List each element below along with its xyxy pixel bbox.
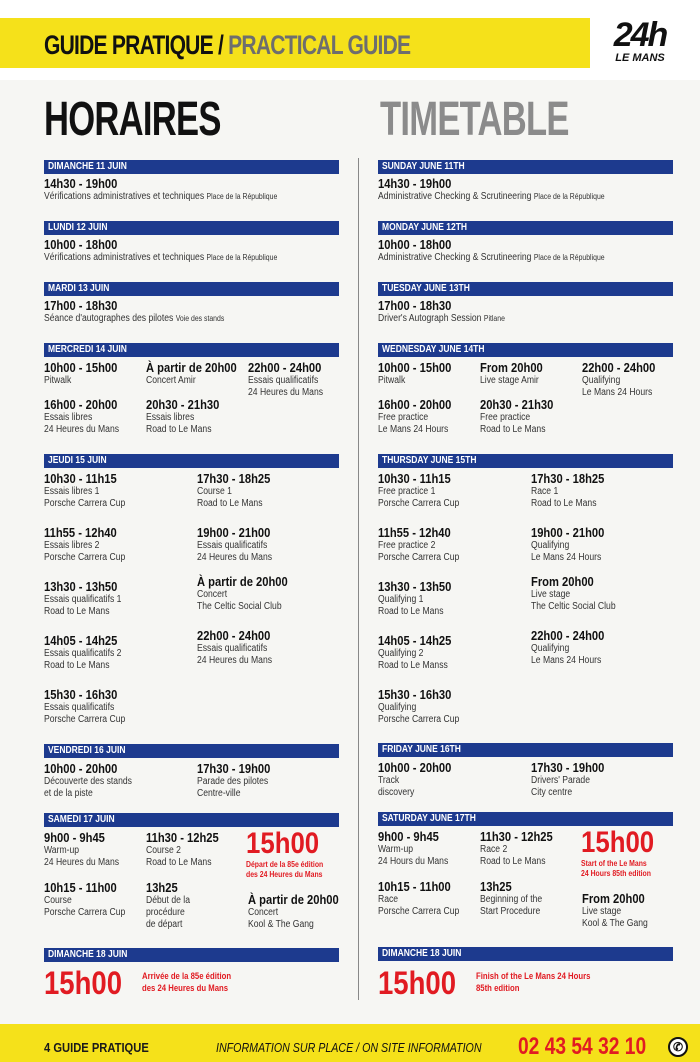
event (378, 525, 472, 564)
event (378, 471, 472, 510)
race-start-highlight (581, 827, 666, 879)
event-time: 22h00 - 24h00 (531, 628, 605, 643)
event-desc: Race 2 (480, 844, 508, 855)
event-desc: Driver's Autograph Session (378, 313, 482, 324)
day-header: SATURDAY JUNE 17TH (378, 812, 673, 826)
event-desc: Porsche Carrera Cup (378, 498, 460, 509)
event-time: 17h00 - 18h30 (44, 298, 118, 313)
event-desc: Qualifying (531, 643, 570, 654)
event-location: Place de la République (533, 253, 605, 262)
event-desc: Qualifying (378, 702, 417, 713)
event-desc: Essais libres (146, 412, 195, 423)
event-desc: Road to Le Mans (44, 660, 110, 671)
event-time: 17h30 - 19h00 (531, 760, 605, 775)
event (582, 360, 667, 399)
event-desc: Séance d'autographes des pilotes (44, 313, 174, 324)
event-desc: Live stage (531, 589, 571, 600)
event-desc: Road to Le Manss (378, 660, 448, 671)
event-desc: Pitwalk (44, 375, 72, 386)
phone-number[interactable]: 02 43 54 32 10 (518, 1033, 647, 1060)
event-desc: Road to Le Mans (146, 857, 212, 868)
event-desc: Porsche Carrera Cup (44, 714, 126, 725)
event-desc: Kool & The Gang (582, 918, 648, 929)
event-desc: Road to Le Mans (531, 498, 597, 509)
event (44, 830, 131, 869)
event (44, 579, 134, 618)
event-desc: 24 Heures du Mans (197, 552, 273, 563)
event-desc: Free practice 1 (378, 486, 436, 497)
event (44, 471, 138, 510)
event-desc: Live stage (582, 906, 622, 917)
event (44, 761, 146, 800)
event (197, 574, 303, 613)
event-desc: Free practice 2 (378, 540, 436, 551)
event (378, 687, 472, 726)
event-desc: procédure (146, 907, 185, 918)
event-time: À partir de 20h00 (248, 892, 339, 907)
event-time: 17h00 - 18h30 (378, 298, 452, 313)
event-desc: Le Mans 24 Hours (531, 655, 602, 666)
event-time: 14h30 - 19h00 (378, 176, 452, 191)
footer-info: INFORMATION SUR PLACE / ON SITE INFORMATION (216, 1040, 482, 1055)
event (531, 471, 616, 510)
event-time: 11h30 - 12h25 (480, 829, 553, 844)
event-desc: Porsche Carrera Cup (378, 714, 460, 725)
event-location: Place de la République (206, 192, 278, 201)
event (378, 397, 463, 436)
event-time: 19h00 - 21h00 (531, 525, 605, 540)
day-header: TUESDAY JUNE 13TH (378, 282, 673, 296)
event-time: 17h30 - 19h00 (197, 761, 271, 776)
event-time: 10h00 - 20h00 (378, 760, 452, 775)
event-time: 10h00 - 18h00 (378, 237, 452, 252)
event-time: 10h15 - 11h00 (44, 880, 117, 895)
event-desc: Course (44, 895, 72, 906)
event (378, 760, 463, 799)
event-desc: Track (378, 775, 400, 786)
event (378, 237, 641, 264)
day-header: MONDAY JUNE 12TH (378, 221, 673, 235)
event-time: 15h30 - 16h30 (378, 687, 452, 702)
event-desc: Essais qualificatifs (248, 375, 319, 386)
event-location: Place de la République (533, 192, 605, 201)
event-location: Voie des stands (175, 314, 225, 323)
event (248, 892, 354, 931)
event-desc: Road to Le Mans (197, 498, 263, 509)
event (146, 880, 197, 931)
event-time: 10h30 - 11h15 (44, 471, 117, 486)
event-desc: City centre (531, 787, 573, 798)
event-desc: Porsche Carrera Cup (378, 552, 460, 563)
event-time: 14h05 - 14h25 (44, 633, 118, 648)
event-time: 22h00 - 24h00 (248, 360, 322, 375)
event-time: 10h00 - 15h00 (44, 360, 118, 375)
event-desc: 24 Heures du Mans (248, 387, 324, 398)
event-desc: Road to Le Mans (480, 424, 546, 435)
event (480, 829, 565, 868)
race-start-time: 15h00 (581, 826, 655, 859)
event-desc: 24 Heures du Mans (44, 857, 120, 868)
event (44, 397, 131, 436)
event-desc: Concert Amir (146, 375, 196, 386)
race-finish-desc: Finish of the Le Mans 24 Hours 85th edition (476, 971, 591, 993)
event-time: 10h00 - 18h00 (44, 237, 118, 252)
event-desc: Warm-up (44, 845, 80, 856)
event (44, 633, 134, 672)
event-location: Pitlane (483, 314, 505, 323)
header-separator: / (217, 30, 224, 60)
event-desc: Le Mans 24 Hours (378, 424, 449, 435)
event-desc: Beginning of the (480, 894, 543, 905)
race-start-desc: 24 Hours 85th edition (581, 869, 651, 878)
event-desc: 24 Heures du Mans (197, 655, 273, 666)
event-desc: Kool & The Gang (248, 919, 314, 930)
event-desc: Live stage Amir (480, 375, 539, 386)
event-location: Place de la République (206, 253, 278, 262)
event-time: 15h30 - 16h30 (44, 687, 118, 702)
day-header: JEUDI 15 JUIN (44, 454, 339, 468)
race-finish-time: 15h00 (378, 965, 457, 1001)
event-desc: Essais libres 1 (44, 486, 100, 497)
event-time: 20h30 - 21h30 (480, 397, 554, 412)
header-title-fr: GUIDE PRATIQUE (44, 30, 213, 60)
event (480, 397, 565, 436)
logo-sub: LE MANS (615, 52, 665, 64)
event (531, 760, 616, 799)
race-start-time: 15h00 (246, 827, 320, 860)
event-desc: Essais qualificatifs (197, 540, 268, 551)
event-time: 16h00 - 20h00 (44, 397, 118, 412)
event-desc: Essais libres 2 (44, 540, 100, 551)
event-desc: Essais qualificatifs (197, 643, 268, 654)
event-desc: Vérifications administratives et techniques (44, 191, 205, 202)
day-header: DIMANCHE 18 JUIN (44, 948, 339, 962)
event-time: 16h00 - 20h00 (378, 397, 452, 412)
event-time: 10h00 - 15h00 (378, 360, 452, 375)
event-time: 11h55 - 12h40 (378, 525, 451, 540)
event-time: 14h30 - 19h00 (44, 176, 118, 191)
event-desc: Road to Le Mans (146, 424, 212, 435)
event-desc: Porsche Carrera Cup (44, 907, 126, 918)
event (44, 298, 254, 325)
event (44, 880, 138, 919)
event-time: À partir de 20h00 (197, 574, 288, 589)
event-desc: Qualifying 1 (378, 594, 424, 605)
event (197, 761, 282, 800)
day-header: THURSDAY JUNE 15TH (378, 454, 673, 468)
day-header: DIMANCHE 18 JUIN (378, 947, 673, 961)
event (197, 471, 282, 510)
event-time: 14h05 - 14h25 (378, 633, 452, 648)
day-header: FRIDAY JUNE 16TH (378, 743, 673, 757)
race-finish-time: 15h00 (44, 965, 123, 1001)
event-time: 9h00 - 9h45 (378, 829, 439, 844)
phone-icon: ✆ (668, 1037, 688, 1057)
event-time: 19h00 - 21h00 (197, 525, 271, 540)
event (378, 298, 526, 325)
event-desc: Road to Le Mans (378, 606, 444, 617)
event-desc: Concert (248, 907, 279, 918)
race-start-highlight (246, 828, 336, 880)
event-time: 13h30 - 13h50 (44, 579, 118, 594)
heading-timetable: TIMETABLE (380, 93, 569, 146)
event-desc: Qualifying (531, 540, 570, 551)
event-time: From 20h00 (531, 574, 594, 589)
event-desc: Warm-up (378, 844, 414, 855)
event-desc: Qualifying 2 (378, 648, 424, 659)
race-start-desc: Start of the Le Mans (581, 859, 647, 868)
event-desc: Parade des pilotes (197, 776, 269, 787)
event-desc: discovery (378, 787, 415, 798)
race-start-desc: des 24 Heures du Mans (246, 870, 323, 879)
event (378, 829, 460, 868)
event-desc: Race 1 (531, 486, 559, 497)
day-header: MERCREDI 14 JUIN (44, 343, 339, 357)
event (197, 628, 284, 667)
event (378, 176, 641, 203)
event-time: 22h00 - 24h00 (197, 628, 271, 643)
event-desc: Découverte des stands (44, 776, 132, 787)
event (44, 237, 315, 264)
event-desc: 24 Heures du Mans (44, 424, 120, 435)
page-number-label: 4 GUIDE PRATIQUE (44, 1040, 149, 1055)
event-time: 17h30 - 18h25 (197, 471, 271, 486)
event-time: 11h30 - 12h25 (146, 830, 219, 845)
event (44, 525, 138, 564)
event-desc: Le Mans 24 Hours (582, 387, 653, 398)
header-title (44, 30, 410, 61)
event-desc: Vérifications administratives et techniques (44, 252, 205, 263)
event-time: À partir de 20h00 (146, 360, 237, 375)
event-desc: et de la piste (44, 788, 93, 799)
event-desc: de départ (146, 919, 183, 930)
event-desc: Porsche Carrera Cup (44, 552, 126, 563)
day-header: VENDREDI 16 JUIN (44, 744, 339, 758)
event-desc: Qualifying (582, 375, 621, 386)
event (44, 176, 315, 203)
race-finish (378, 965, 591, 1001)
event-desc: Free practice (378, 412, 429, 423)
event-time: 17h30 - 18h25 (531, 471, 605, 486)
event-time: From 20h00 (480, 360, 543, 375)
event-desc: Road to Le Mans (44, 606, 110, 617)
event-desc: Début de la (146, 895, 190, 906)
event (378, 633, 463, 672)
event-desc: Drivers' Parade (531, 775, 591, 786)
event-time: 20h30 - 21h30 (146, 397, 220, 412)
event-time: 11h55 - 12h40 (44, 525, 117, 540)
event (531, 628, 616, 667)
event-time: 13h25 (146, 880, 178, 895)
heading-horaires: HORAIRES (44, 93, 221, 146)
event-desc: Free practice (480, 412, 531, 423)
event-desc: Administrative Checking & Scrutineering (378, 252, 532, 263)
day-header: DIMANCHE 11 JUIN (44, 160, 339, 174)
event (378, 579, 463, 618)
event-desc: Centre-ville (197, 788, 241, 799)
event-time: 22h00 - 24h00 (582, 360, 656, 375)
header-bar (0, 0, 700, 80)
day-header: SAMEDI 17 JUIN (44, 813, 339, 827)
event-desc: 24 Hours du Mans (378, 856, 449, 867)
event-desc: Essais qualificatifs 2 (44, 648, 122, 659)
event (146, 830, 231, 869)
event-desc: Start Procedure (480, 906, 541, 917)
le-mans-logo (600, 18, 680, 68)
event-desc: Road to Le Mans (480, 856, 546, 867)
event-desc: Essais qualificatifs (44, 702, 115, 713)
event (480, 879, 552, 918)
day-header: WEDNESDAY JUNE 14TH (378, 343, 673, 357)
day-header: LUNDI 12 JUIN (44, 221, 339, 235)
event-time: 9h00 - 9h45 (44, 830, 105, 845)
race-finish (44, 965, 232, 1001)
event-desc: Essais libres (44, 412, 93, 423)
event (248, 360, 335, 399)
event (378, 879, 472, 918)
event (146, 397, 231, 436)
event-desc: Pitwalk (378, 375, 406, 386)
event-time: 13h25 (480, 879, 512, 894)
day-header: MARDI 13 JUIN (44, 282, 339, 296)
event-desc: Le Mans 24 Hours (531, 552, 602, 563)
event (146, 360, 252, 387)
event-desc: Course 1 (197, 486, 232, 497)
event-desc: Porsche Carrera Cup (44, 498, 126, 509)
race-start-desc: Départ de la 85e édition (246, 860, 324, 869)
event-time: 13h30 - 13h50 (378, 579, 452, 594)
event (378, 360, 463, 387)
event-time: From 20h00 (582, 891, 645, 906)
day-header: SUNDAY JUNE 11TH (378, 160, 673, 174)
race-finish-desc: Arrivée de la 85e édition des 24 Heures du Mans (142, 971, 232, 993)
event-desc: Race (378, 894, 399, 905)
event-desc: Concert (197, 589, 228, 600)
event (197, 525, 284, 564)
event-desc: Course 2 (146, 845, 181, 856)
event-desc: Essais qualificatifs 1 (44, 594, 122, 605)
event-time: 10h00 - 20h00 (44, 761, 118, 776)
event (44, 687, 138, 726)
event-desc: The Celtic Social Club (531, 601, 616, 612)
event-desc: Porsche Carrera Cup (378, 906, 460, 917)
event (582, 891, 659, 930)
event (531, 574, 629, 613)
event-desc: Administrative Checking & Scrutineering (378, 191, 532, 202)
column-divider (358, 158, 359, 1000)
event-time: 10h15 - 11h00 (378, 879, 451, 894)
event (531, 525, 616, 564)
logo-main: 24h (613, 16, 667, 54)
footer-bar (0, 1024, 700, 1062)
header-title-en: PRACTICAL GUIDE (228, 30, 411, 60)
event (44, 360, 129, 387)
event-time: 10h30 - 11h15 (378, 471, 451, 486)
event (480, 360, 553, 387)
event-desc: The Celtic Social Club (197, 601, 282, 612)
